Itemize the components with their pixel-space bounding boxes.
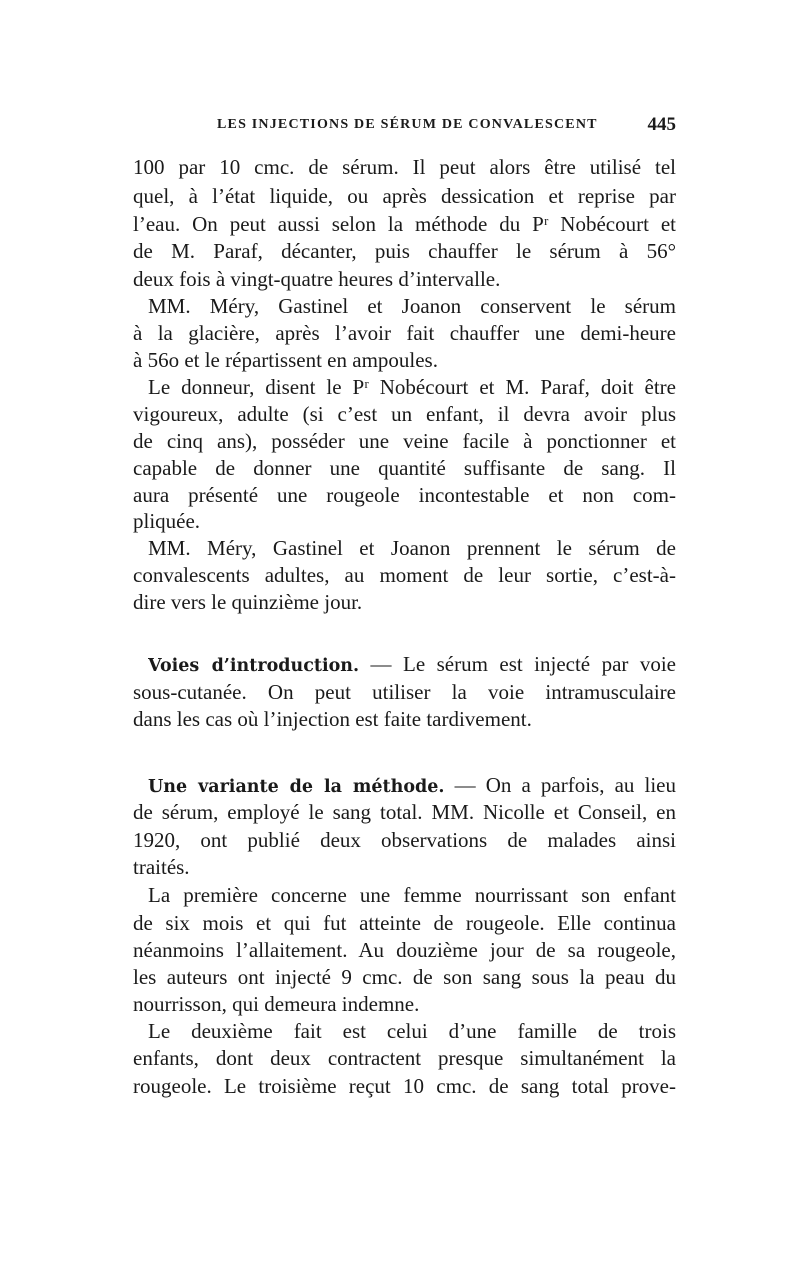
section-heading: Voies d’introduction. <box>148 656 360 676</box>
text-line: convalescents adultes, au moment de leur sortie, c’est-à- <box>133 563 676 587</box>
text-line: de sérum, employé le sang total. MM. Nicolle et Conseil, en <box>133 800 676 824</box>
text-span: — On a parfois, au lieu <box>444 773 676 797</box>
text-line: La première concerne une femme nourrissant son enfant <box>148 883 676 907</box>
text-line: MM. Méry, Gastinel et Joanon prennent le sérum de <box>148 536 676 560</box>
text-line: rougeole. Le troisième reçut 10 cmc. de sang total prove- <box>133 1074 676 1098</box>
text-line: nourrisson, qui demeura indemne. <box>133 992 420 1016</box>
text-line: traités. <box>133 855 190 879</box>
text-line: Le donneur, disent le Pʳ Nobécourt et M. Paraf, doit être <box>148 375 676 399</box>
text-line: à la glacière, après l’avoir fait chauffer une demi-heure <box>133 321 676 345</box>
text-line: Le deuxième fait est celui d’une famille de trois <box>148 1019 676 1043</box>
text-span: — Le sérum est injecté par voie <box>359 652 676 676</box>
text-line: à 56o et le répartissent en ampoules. <box>133 348 438 372</box>
text-line: dans les cas où l’injection est faite tardivement. <box>133 707 532 731</box>
text-line: néanmoins l’allaitement. Au douzième jour de sa rougeole, <box>133 938 676 962</box>
text-line: MM. Méry, Gastinel et Joanon conservent le sérum <box>148 294 676 318</box>
text-line: l’eau. On peut aussi selon la méthode du Pʳ Nobécourt et <box>133 212 676 236</box>
page-number: 445 <box>647 114 676 135</box>
text-line: de cinq ans), posséder une veine facile à ponctionner et <box>133 429 676 453</box>
text-line: 100 par 10 cmc. de sérum. Il peut alors être utilisé tel <box>133 155 676 179</box>
text-line: quel, à l’état liquide, ou après dessication et reprise par <box>133 184 676 208</box>
text-line: sous-cutanée. On peut utiliser la voie intramusculaire <box>133 680 676 704</box>
running-head <box>133 114 676 138</box>
text-line: aura présenté une rougeole incontestable et non com- <box>133 483 676 507</box>
text-line: enfants, dont deux contractent presque simultanément la <box>133 1046 676 1070</box>
text-line: pliquée. <box>133 509 201 533</box>
text-line: de six mois et qui fut atteinte de rougeole. Elle continua <box>133 911 676 935</box>
text-line: 1920, ont publié deux observations de malades ainsi <box>133 828 676 852</box>
text-line: deux fois à vingt-quatre heures d’intervalle. <box>133 267 501 291</box>
text-line: dire vers le quinzième jour. <box>133 590 363 614</box>
text-line: de M. Paraf, décanter, puis chauffer le sérum à 56° <box>133 239 676 263</box>
text-line <box>148 649 676 679</box>
running-title: LES INJECTIONS DE SÉRUM DE CONVALESCENT <box>217 117 598 132</box>
text-line: les auteurs ont injecté 9 cmc. de son sang sous la peau du <box>133 965 676 989</box>
text-line: capable de donner une quantité suffisante de sang. Il <box>133 456 676 480</box>
text-line: vigoureux, adulte (si c’est un enfant, il devra avoir plus <box>133 402 676 426</box>
section-heading: Une variante de la méthode. <box>148 777 445 797</box>
text-line <box>148 770 676 800</box>
